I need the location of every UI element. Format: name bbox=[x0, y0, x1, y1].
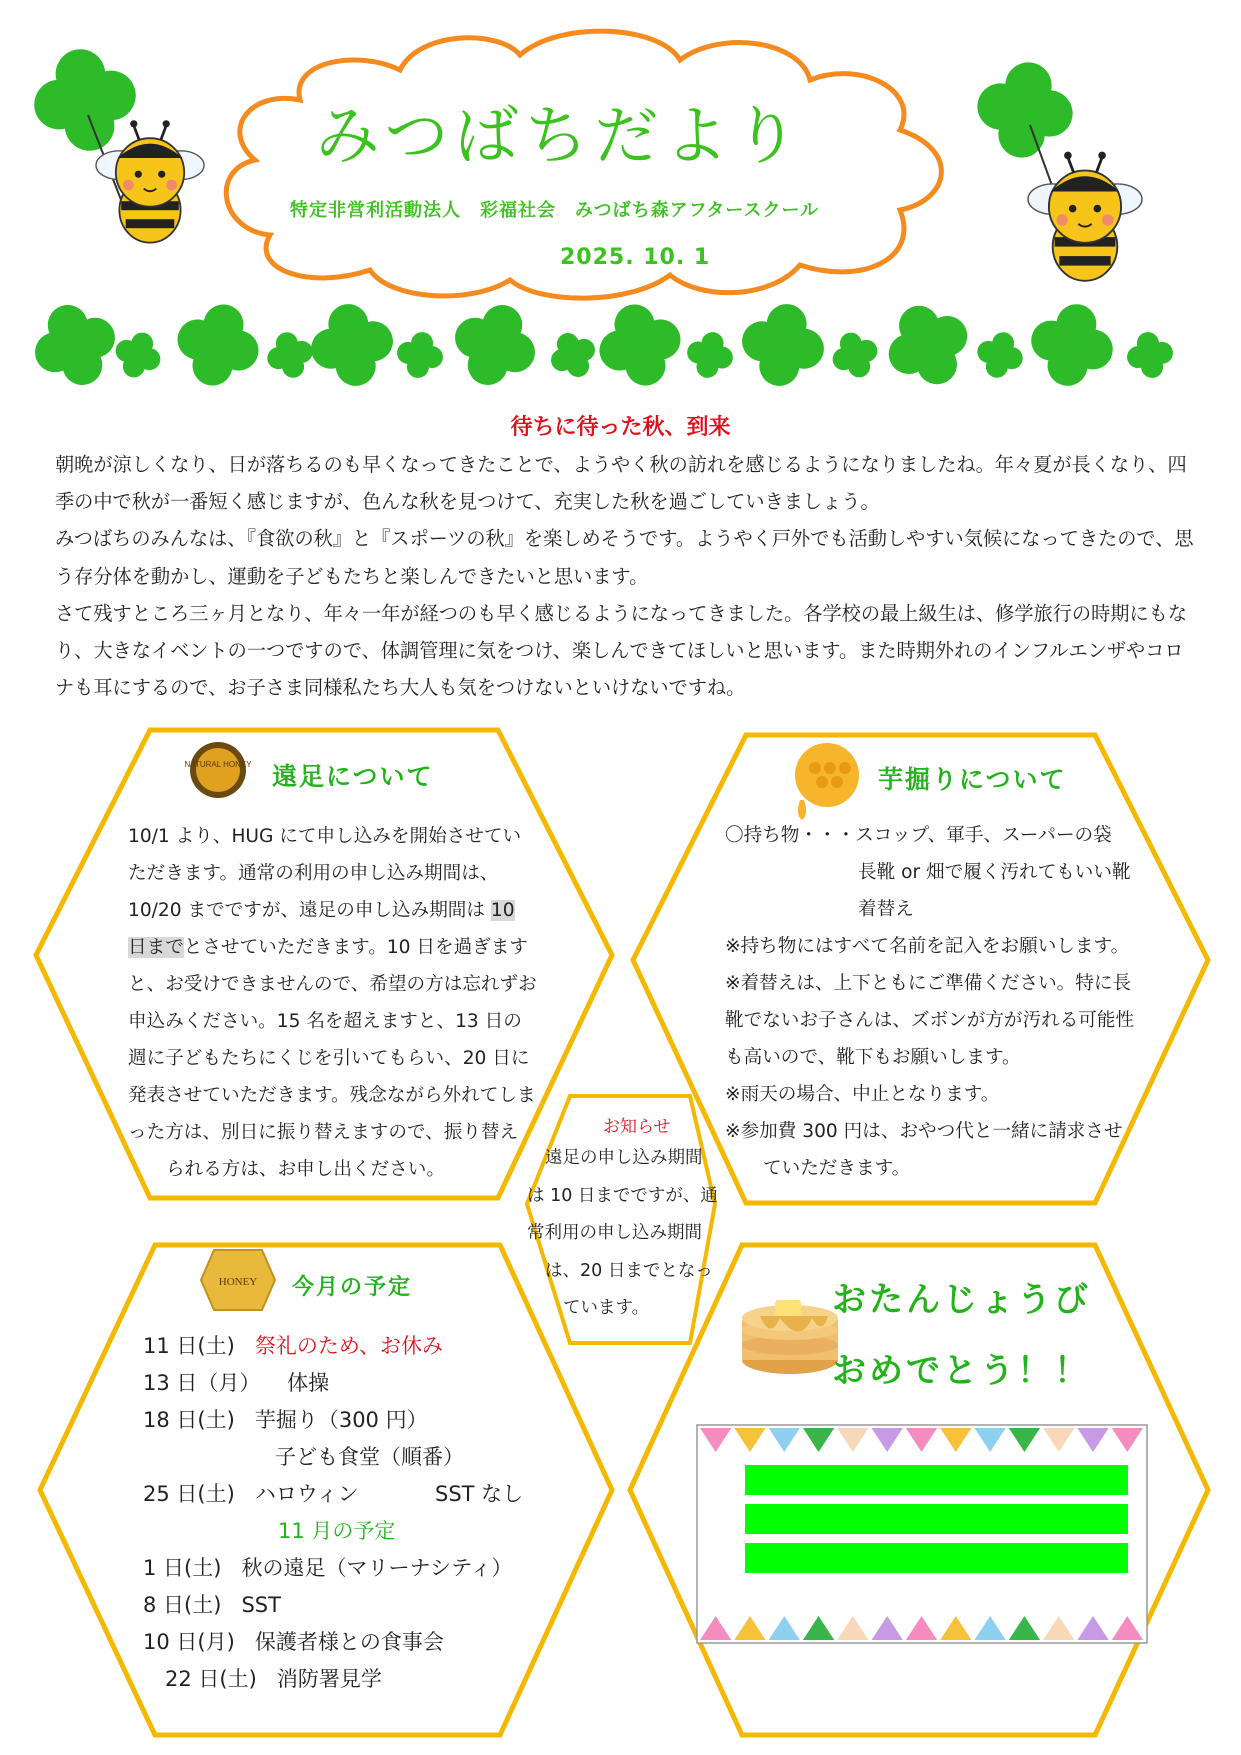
excursion-line: 申込みください。15 名を超えますと、13 日の bbox=[128, 1011, 522, 1032]
potato-line: ※雨天の場合、中止となります。 bbox=[725, 1084, 1000, 1105]
schedule-row: 1 日(土) 秋の遠足（マリーナシティ） bbox=[143, 1556, 513, 1580]
excursion-line: 週に子どもたちにくじを引いてもらい、20 日に bbox=[128, 1048, 530, 1069]
potato-line: 長靴 or 畑で履く汚れてもいい靴 bbox=[858, 862, 1131, 883]
intro-heading: 待ちに待った秋、到来 bbox=[510, 415, 731, 440]
schedule-row: 25 日(土) ハロウィン SST なし bbox=[143, 1482, 524, 1506]
excursion-body bbox=[128, 818, 548, 1188]
birthday-name-bar-2 bbox=[745, 1504, 1128, 1534]
potato-heading: 芋掘りについて bbox=[878, 765, 1067, 794]
notice-body bbox=[527, 1140, 727, 1328]
excursion-line: 発表させていただきます。残念ながら外れてしま bbox=[128, 1085, 536, 1106]
excursion-heading: 遠足について bbox=[272, 762, 434, 791]
potato-line: 靴でないお子さんは、ズボンが方が汚れる可能性 bbox=[725, 1010, 1135, 1031]
intro-paragraph: 朝晩が涼しくなり、日が落ちるのも早くなってきたことで、ようやく秋の訪れを感じるようになりましたね。年々夏が長くなり、四季の中で秋が一番短く感じますが、色んな秋を見つけて、充実した秋を過ごしていきましょう。 bbox=[55, 453, 1187, 514]
notice-line: は 10 日までですが、通 bbox=[527, 1185, 718, 1206]
potato-line: ていただきます。 bbox=[763, 1158, 911, 1179]
potato-line: も高いので、靴下もお願いします。 bbox=[725, 1047, 1021, 1068]
honey-badge-label: NATURAL HONEY bbox=[184, 760, 252, 769]
excursion-line: 日までとさせていただきます。10 日を過ぎます bbox=[128, 937, 528, 958]
potato-line: ※着替えは、上下ともにご準備ください。特に長 bbox=[725, 973, 1132, 994]
potato-line: ※持ち物にはすべて名前を記入をお願いします。 bbox=[725, 936, 1130, 957]
highlight-deadline: 10 bbox=[490, 900, 515, 921]
birthday-line-1: おたんじょうび bbox=[832, 1280, 1091, 1320]
november-heading: 11 月の予定 bbox=[278, 1519, 396, 1543]
honey-hex-badge-label: HONEY bbox=[218, 1276, 258, 1288]
excursion-line: 10/1 より、HUG にて申し込みを開始させてい bbox=[128, 826, 522, 847]
notice-title: お知らせ bbox=[603, 1117, 671, 1137]
notice-line: ています。 bbox=[563, 1298, 650, 1318]
schedule-row: 11 日(土) 祭礼のため、お休み bbox=[143, 1334, 443, 1358]
schedule-row: 18 日(土) 芋掘り（300 円） bbox=[143, 1408, 428, 1432]
schedule-row: 13 日（月） 体操 bbox=[143, 1371, 330, 1395]
excursion-line: ただきます。通常の利用の申し込み期間は、 bbox=[128, 863, 499, 884]
highlight-deadline: 日まで bbox=[128, 937, 184, 958]
honey-hex-badge-icon bbox=[201, 1250, 275, 1310]
potato-line: 〇持ち物・・・スコップ、軍手、スーパーの袋 bbox=[725, 825, 1112, 846]
newsletter-title: みつばちだより bbox=[315, 100, 805, 174]
notice-line: 遠足の申し込み期間 bbox=[545, 1148, 703, 1168]
potato-line: ※参加費 300 円は、おやつ代と一緒に請求させ bbox=[725, 1121, 1123, 1142]
intro-paragraph: さて残すところ三ヶ月となり、年々一年が経つのも早く感じるようになってきました。各学校の最上級生は、修学旅行の時期にもなり、大きなイベントの一つですので、体調管理に気をつけ、楽しんできてほしいと思います。また時期外れのインフルエンザやコロナも耳にするので、お子さま同様私たち大人も気をつけないといけないですね。 bbox=[55, 601, 1188, 700]
excursion-line: 10/20 までですが、遠足の申し込み期間は 10 bbox=[128, 900, 515, 921]
excursion-line: られる方は、お申し出ください。 bbox=[166, 1159, 445, 1180]
schedule-row: 8 日(土) SST bbox=[143, 1593, 281, 1617]
schedule-row: 子ども食堂（順番） bbox=[275, 1445, 464, 1469]
issue-date: 2025. 10. 1 bbox=[560, 245, 711, 270]
pancake-icon bbox=[742, 1300, 838, 1374]
excursion-line: った方は、別日に振り替えますので、振り替え bbox=[128, 1122, 519, 1143]
schedule-heading: 今月の予定 bbox=[292, 1275, 413, 1300]
potato-line: 着替え bbox=[858, 899, 914, 920]
organization-name: 特定非営利活動法人 彩福社会 みつばち森アフタースクール bbox=[290, 200, 820, 221]
birthday-name-bar-1 bbox=[745, 1465, 1128, 1495]
intro-paragraph: みつばちのみんなは、『食欲の秋』と『スポーツの秋』を楽しめそうです。ようやく戸外でも活動しやすい気候になってきたので、思う存分体を動かし、運動を子どもたちと楽しんできたいと思います。 bbox=[55, 527, 1194, 588]
potato-body bbox=[725, 817, 1165, 1187]
birthday-line-2: おめでとう！！ bbox=[832, 1351, 1091, 1391]
schedule-row: 22 日(土) 消防署見学 bbox=[165, 1667, 382, 1691]
birthday-name-bar-3 bbox=[745, 1543, 1128, 1573]
notice-line: は、20 日までとなっ bbox=[545, 1260, 713, 1281]
notice-line: 常利用の申し込み期間 bbox=[527, 1223, 702, 1243]
excursion-line: と、お受けできませんので、希望の方は忘れずお bbox=[128, 974, 537, 995]
schedule-row: 10 日(月) 保護者様との食事会 bbox=[143, 1630, 444, 1654]
